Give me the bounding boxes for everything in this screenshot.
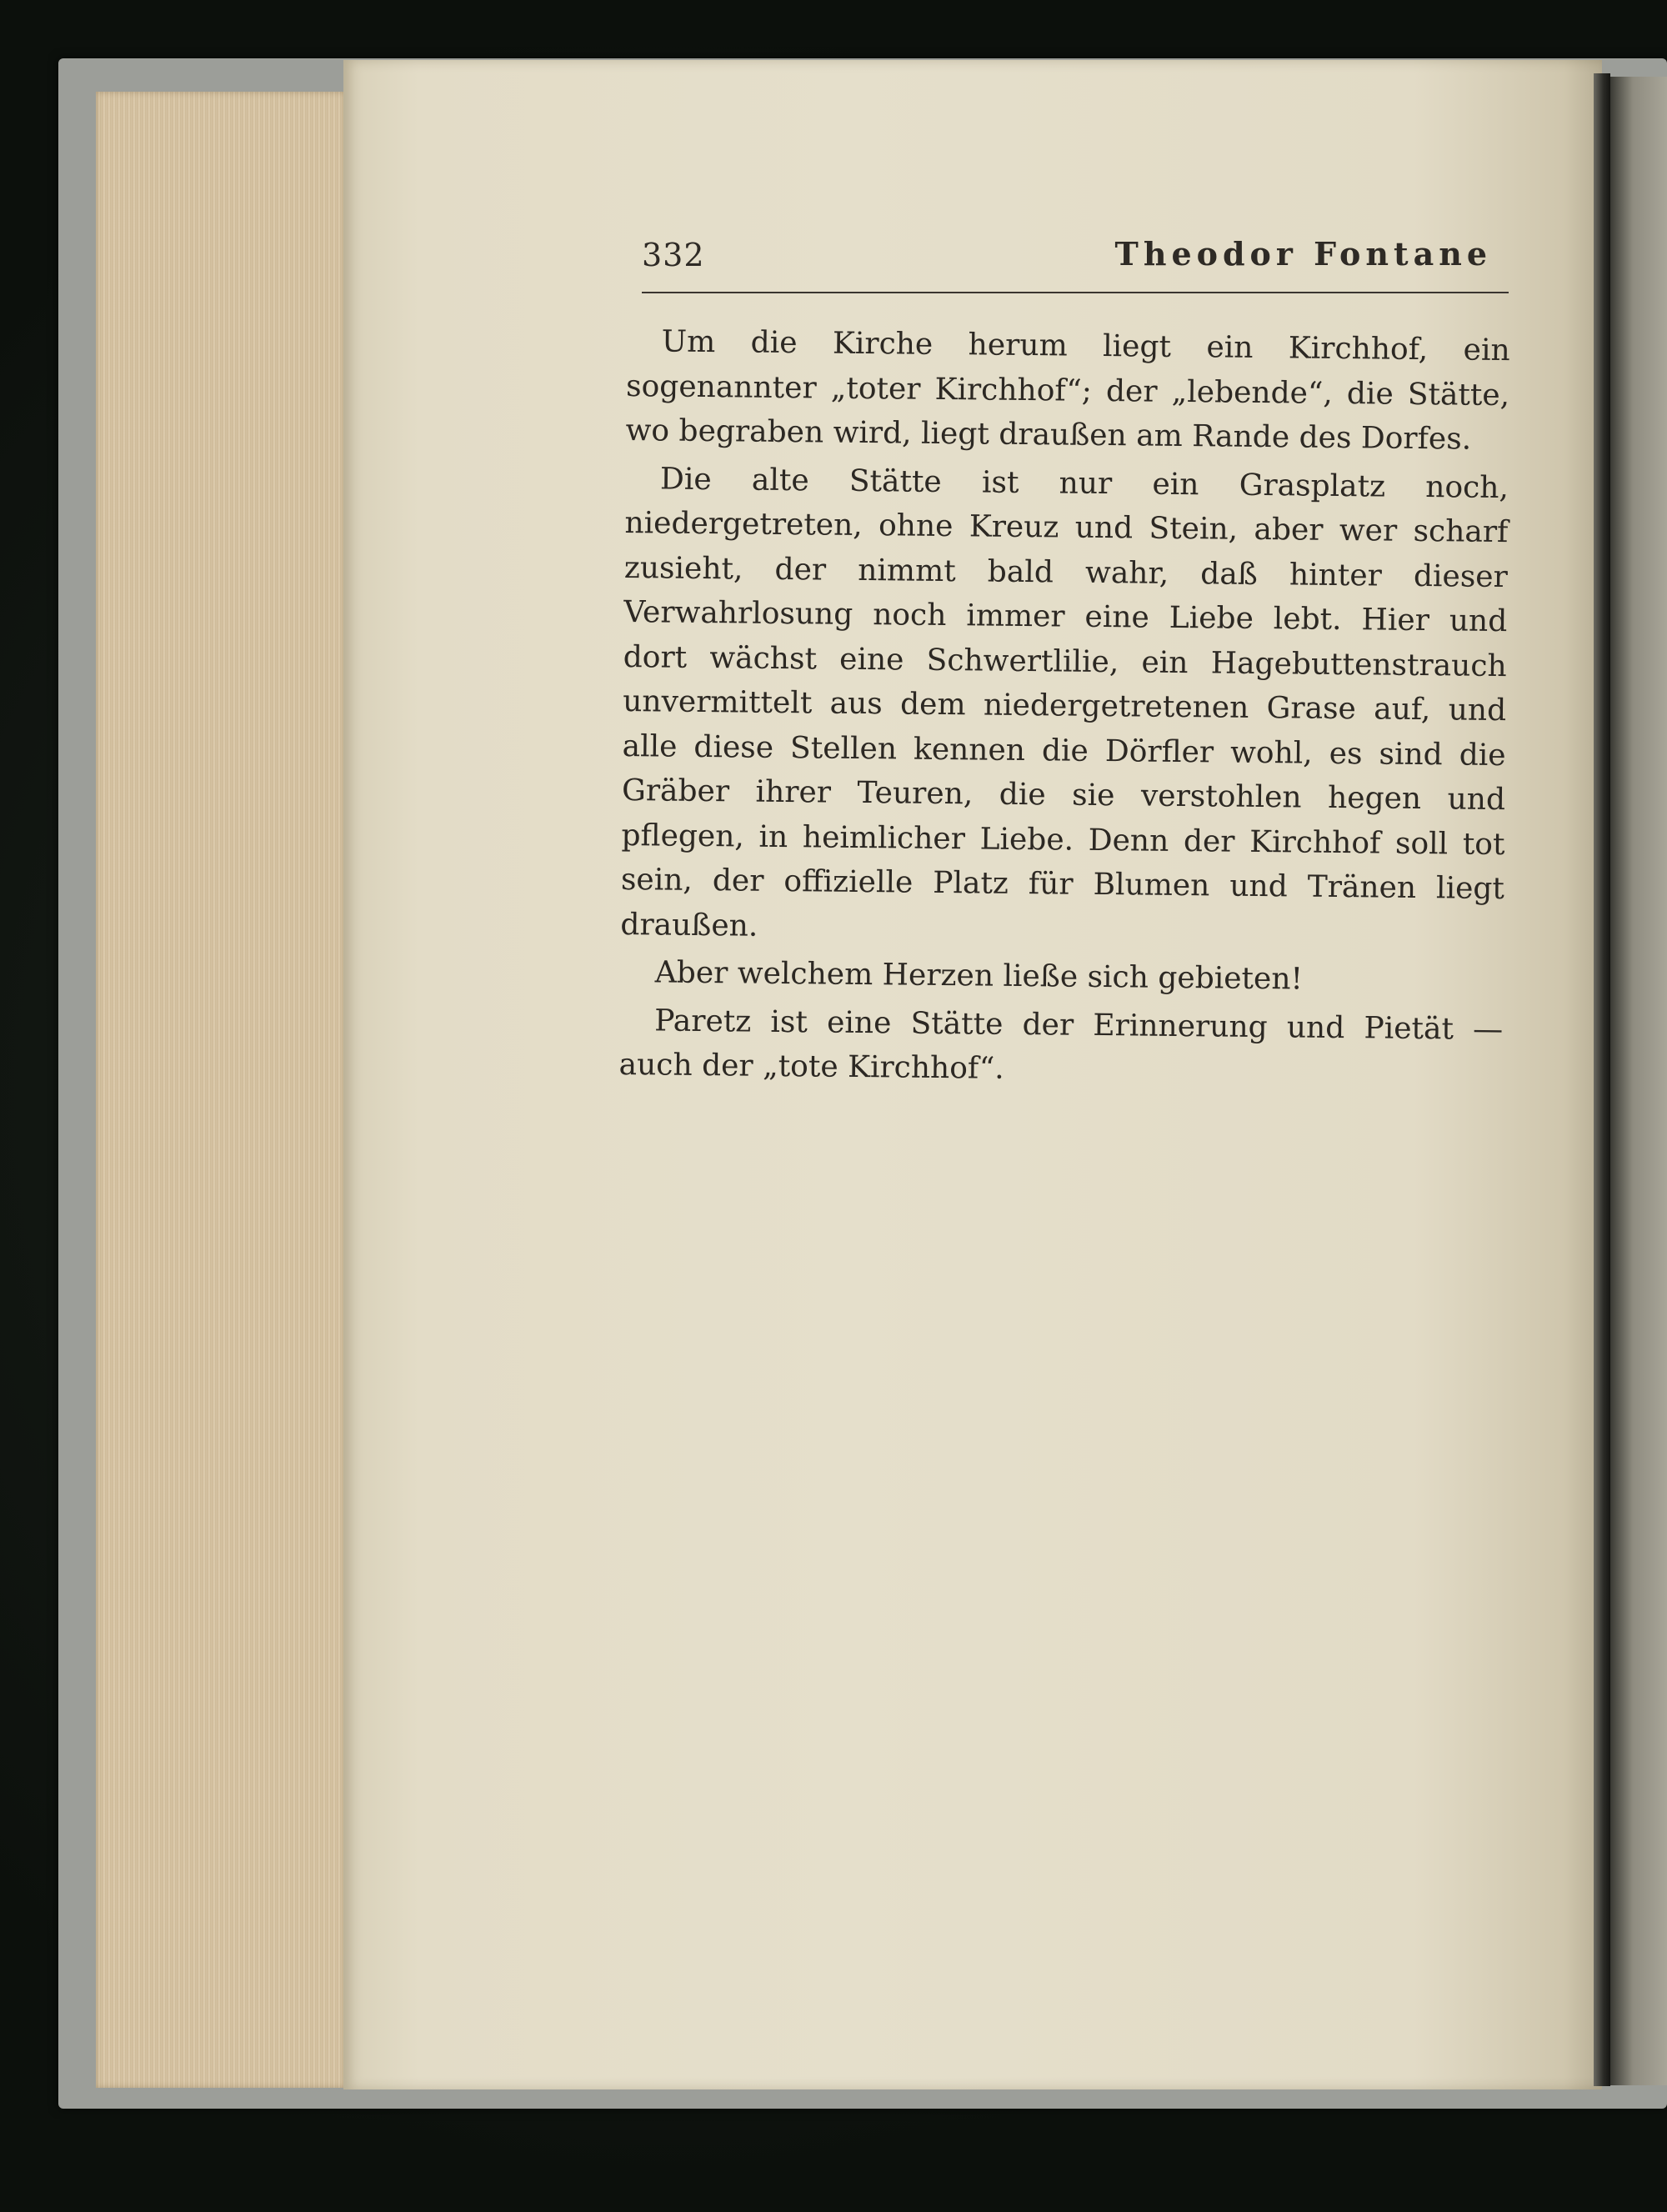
paragraph: Aber welchem Herzen ließe sich gebieten! — [654, 955, 1304, 997]
page-edges — [96, 92, 348, 2088]
body-text — [618, 319, 1510, 1097]
paragraph: Paretz ist eine Stätte der Erinnerung und Pietät — auch der „tote Kirchhof“. — [618, 1003, 1504, 1086]
paragraph: Um die Kirche herum liegt ein Kirchhof, ein sogenannter „toter Kirchhof“; der „lebende“, die Stätte, wo begraben wird, liegt draußen am Rande des Dorfes. — [625, 324, 1510, 457]
page-number: 332 — [642, 237, 705, 273]
paragraph: Die alte Stätte ist nur ein Grasplatz noch, niedergetreten, ohne Kreuz und Stein, aber wer scharf zusieht, der nimmt bald wahr, daß hinter dieser Verwahrlosung noch immer eine Liebe lebt. Hier und dort wächst eine Schwertlilie, ein Hagebuttenstrauch unvermittelt aus dem niedergetretenen Grase auf, und alle diese Stellen kennen die Dörfler wohl, es sind die Gräber ihrer Teuren, die sie verstohlen hegen und pflegen, in heimlicher Liebe. Denn der Kirchhof soll tot sein, der offizielle Platz für Blumen und Tränen liegt draußen. — [620, 461, 1509, 943]
running-head: Theodor Fontane — [1114, 235, 1492, 273]
facing-page-edge — [1610, 77, 1667, 2085]
book-gutter — [1594, 73, 1610, 2086]
page-header — [642, 233, 1509, 293]
